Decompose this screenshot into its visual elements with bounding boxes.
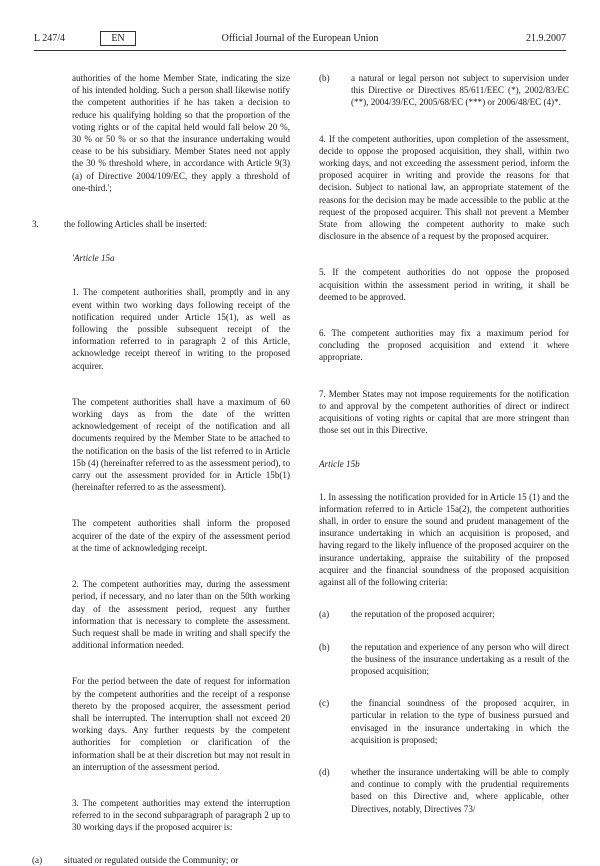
criteria-item-a [319, 608, 569, 620]
article-15a-paragraph-5: 5. If the competent authorities do not oppose the proposed acquisition within the assessment period in writing, it shall be deemed to be approved. [319, 267, 569, 302]
list-item-b [319, 72, 569, 109]
item-label: (a) [319, 609, 330, 620]
page-header [34, 31, 566, 47]
item-label: (b) [319, 641, 330, 652]
article-15a-heading: 'Article 15a [72, 253, 115, 264]
item-text: the reputation and experience of any person who will direct the business of the insurance undertaking as a result of the proposed acquisition; [351, 641, 569, 676]
journal-reference: L 247/4 [34, 33, 66, 44]
article-15a-paragraph-1c: The competent authorities shall inform the proposed acquirer of the date of the expiry of the assessment period at the time of acknowledging receipt. [72, 518, 290, 553]
article-15a-paragraph-2b: For the period between the date of request for information by the competent authorities and the receipt of a response thereto by the proposed acquirer, the assessment period shall be interrupted. The interruption shall not exceed 20 working days. Any further requests by the competent authorities for completion or clarification of the information shall be at their discretion but may not result in an interruption of the assessment period. [72, 676, 290, 772]
language-badge: EN [100, 31, 136, 46]
article-15a-paragraph-7: 7. Member States may not impose requirements for the notification to and approval by the competent authorities of direct or indirect acquisitions of voting rights or capital that are more stringent than those set out in this Directive. [319, 388, 569, 436]
item-label: (d) [319, 766, 330, 777]
item-text: the financial soundness of the proposed acquirer, in particular in relation to the type of business pursued and envisaged in the insurance undertaking in which the acquisition is proposed; [351, 698, 569, 745]
journal-title: Official Journal of the European Union [221, 33, 379, 44]
criteria-item-d [319, 766, 569, 815]
article-15a-paragraph-6: 6. The competent authorities may fix a maximum period for concluding the proposed acquisition and extend it where appropriate. [319, 328, 569, 363]
continued-paragraph: authorities of the home Member State, indicating the size of his intended holding. Such a person shall likewise notify the competent authorities if he has taken a decision to reduce his qualifying holding so that the proportion of the voting rights or of the capital held would fall below 20 %, 30 % or 50 % or so that the insurance undertaking would cease to be his subsidiary. Member States need not apply the 30 % threshold where, in accordance with Article 9(3)(a) of Directive 2004/109/EC, they apply a threshold of one-third.'; [72, 73, 290, 193]
item-text: situated or regulated outside the Community; or [64, 854, 239, 865]
criteria-item-b [319, 641, 569, 678]
criteria-item-c [319, 697, 569, 746]
publication-date: 21.9.2007 [526, 33, 566, 44]
article-15b-heading: Article 15b [319, 459, 360, 470]
item-label: (b) [319, 73, 330, 83]
article-15a-paragraph-1: 1. The competent authorities shall, promptly and in any event within two working days following receipt of the notification required under Article 15(1), as well as following the possible subsequent receipt of the information referred to in paragraph 2 of this Article, acknowledge receipt thereof in writing to the proposed acquirer. [72, 287, 290, 371]
article-15a-paragraph-4: 4. If the competent authorities, upon completion of the assessment, decide to oppose the proposed acquisition, they shall, within two working days, and not exceeding the assessment period, inform the proposed acquirer in writing and provide the reasons for that decision. Subject to national law, an appropriate statement of the reasons for the decision may be made accessible to the public at the request of the proposed acquirer. This shall not prevent a Member State from allowing the competent authority to make such disclosure in the absence of a request by the proposed acquirer. [319, 133, 569, 242]
item-text: a natural or legal person not subject to supervision under this Directive or Directives 85/611/EEC (*), 2002/83/EC (**), 2004/39/EC, 2005/68/EC (***) or 2006/48/EC (4)*. [351, 73, 569, 108]
header-divider [34, 50, 566, 51]
article-15a-paragraph-2: 2. The competent authorities may, during the assessment period, if necessary, and no later than on the 50th working day of the assessment period, request any further information that is necessary to complete the assessment. Such request shall be made in writing and shall specify the additional information needed. [72, 579, 290, 651]
item-label: (c) [319, 698, 330, 709]
article-15a-paragraph-3: 3. The competent authorities may extend the interruption referred to in the second subparagraph of paragraph 2 up to 30 working days if the proposed acquirer is: [72, 797, 290, 833]
list-item-3 [32, 218, 290, 230]
item-text: the reputation of the proposed acquirer; [351, 609, 495, 620]
right-column [319, 72, 569, 815]
item-text: the following Articles shall be inserted: [64, 219, 208, 230]
item-label: 3. [32, 219, 39, 230]
article-15b-paragraph-1: 1. In assessing the notification provided for in Article 15 (1) and the information referred to in Article 15a(2), the competent authorities shall, in order to ensure the sound and prudent management of the insurance undertaking in which an acquisition is proposed, and having regard to the likely influence of the proposed acquirer on the insurance undertaking, appraise the suitability of the proposed acquirer and the financial soundness of the proposed acquisition against all of the following criteria: [319, 491, 569, 588]
article-15a-paragraph-1b: The competent authorities shall have a maximum of 60 working days as from the date of the written acknowledgement of receipt of the notification and all documents required by the Member State to be attached to the notification on the basis of the list referred to in Article 15b (4) (hereinafter referred to as the assessment period), to carry out the assessment provided for in Article 15b(1) (hereinafter referred to as the assessment). [72, 396, 290, 493]
left-column [32, 72, 290, 866]
list-item-a [32, 854, 290, 866]
item-label: (a) [32, 854, 43, 865]
item-text: whether the insurance undertaking will be able to comply and continue to comply with the prudential requirements based on this Directive and, where applicable, other Directives, notably, Directives 73/ [351, 766, 569, 814]
